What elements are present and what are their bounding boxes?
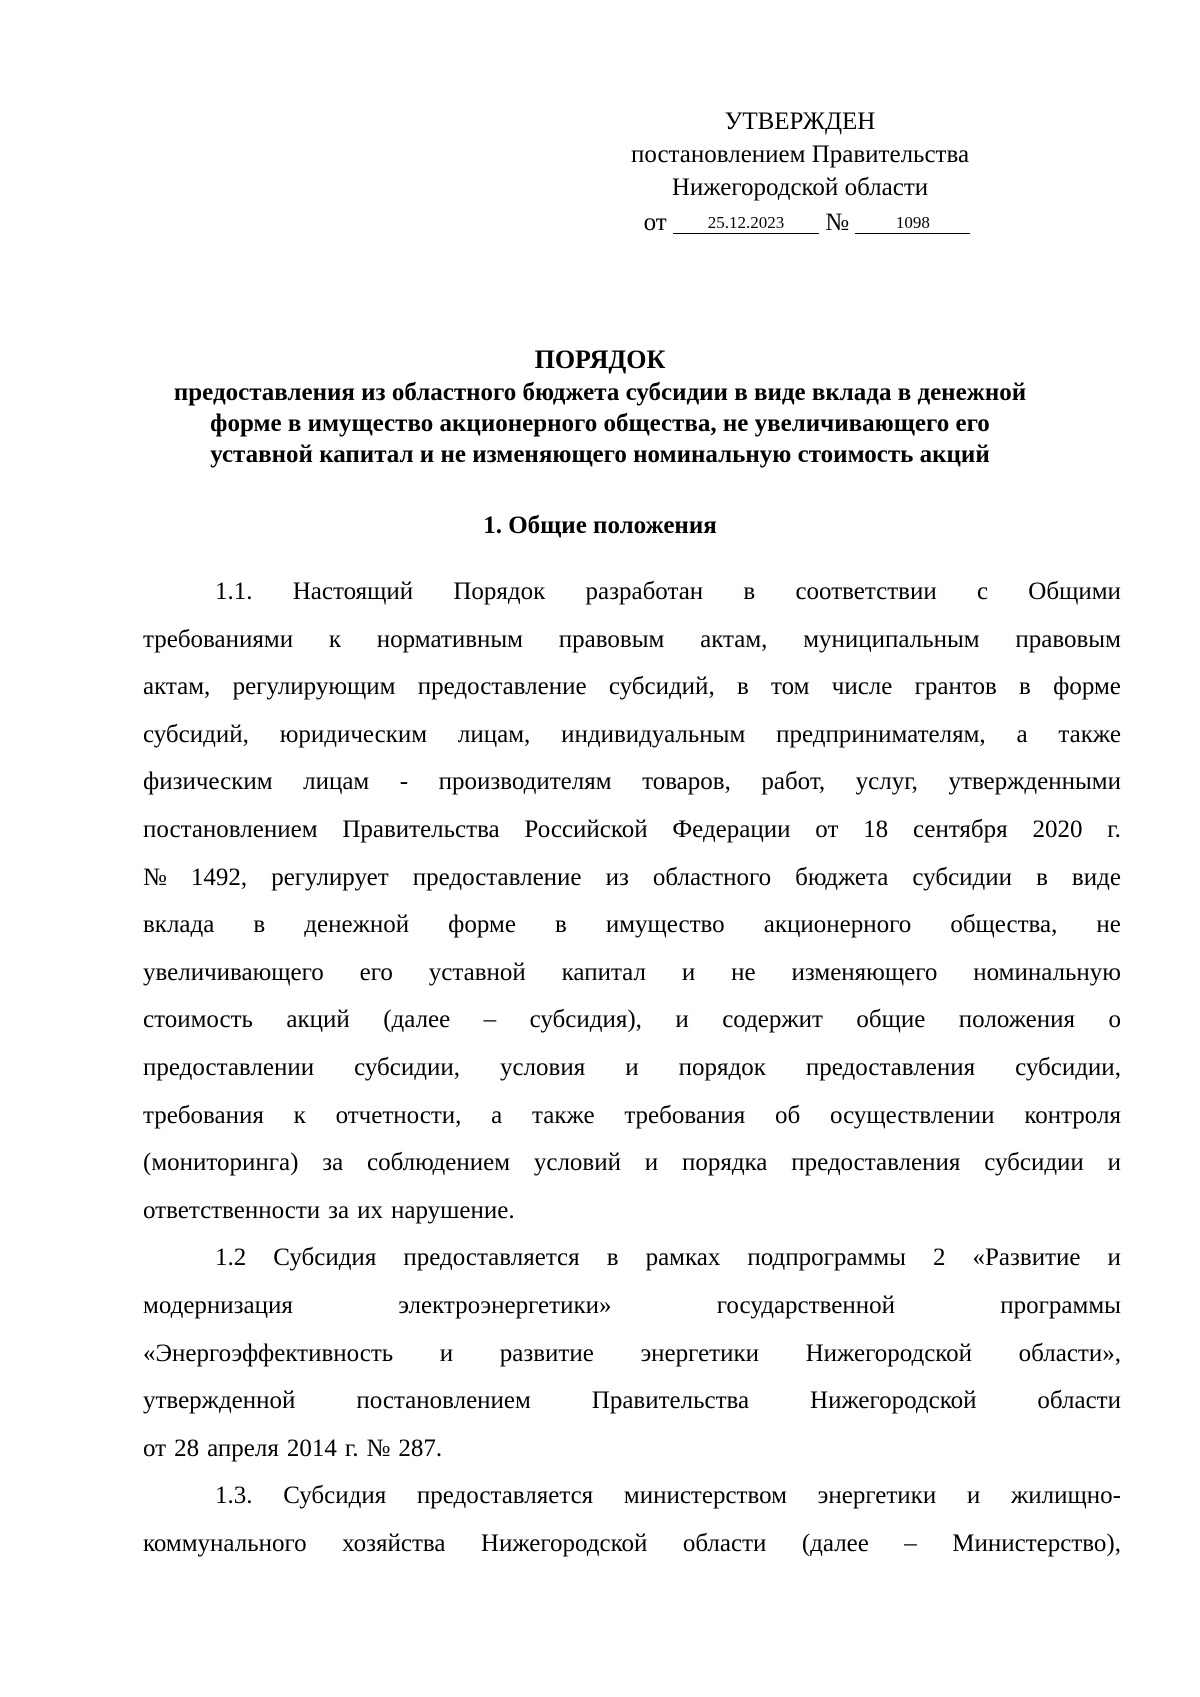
- word: изменяющего: [791, 958, 938, 986]
- text-line: [143, 1330, 1121, 1378]
- word: не: [1096, 911, 1121, 939]
- word: регулирует: [271, 863, 389, 891]
- word: предоставления: [805, 1053, 976, 1081]
- body-text: [143, 568, 1121, 1567]
- word: капитал: [561, 958, 646, 986]
- text-line: [143, 806, 1121, 854]
- word: субсидии: [912, 863, 1013, 891]
- text-line: [143, 1187, 1121, 1235]
- word: Нижегородской: [805, 1339, 973, 1367]
- text-line: [143, 1472, 1121, 1520]
- word: форме: [448, 911, 516, 939]
- word: области»,: [1018, 1339, 1121, 1367]
- word: развитие: [499, 1339, 594, 1367]
- word: государственной: [716, 1291, 895, 1319]
- word: их: [357, 1196, 384, 1224]
- word: и: [625, 1053, 639, 1081]
- word: «Развитие: [972, 1244, 1081, 1272]
- word: постановлением: [356, 1387, 531, 1415]
- text-line: [143, 1282, 1121, 1330]
- word: бюджета: [795, 863, 889, 891]
- word: нарушение.: [391, 1196, 515, 1224]
- word: и: [675, 1006, 689, 1034]
- word: в: [554, 911, 567, 939]
- word: 28: [174, 1434, 200, 1462]
- word: в: [1036, 863, 1048, 891]
- word: и: [1107, 1149, 1121, 1177]
- word: г.: [1107, 815, 1121, 843]
- word: предоставление: [412, 863, 582, 891]
- text-line: [143, 568, 1121, 616]
- word: стоимость: [143, 1006, 253, 1034]
- document-title: [120, 344, 1080, 470]
- word: также: [532, 1101, 595, 1129]
- word: №: [366, 1434, 391, 1462]
- word: Нижегородской: [480, 1529, 648, 1557]
- title-line: форме в имущество акционерного общества, не увеличивающего его: [210, 410, 990, 437]
- word: увеличивающего: [143, 958, 324, 986]
- word: субсидии: [984, 1149, 1084, 1177]
- word: субсидии,: [354, 1053, 460, 1081]
- word: энергетики: [640, 1339, 759, 1367]
- word: и: [681, 958, 696, 986]
- text-line: [143, 711, 1121, 759]
- word: –: [904, 1529, 917, 1557]
- word: энергетики: [817, 1482, 937, 1510]
- number-sign: №: [825, 209, 850, 236]
- text-line: [143, 996, 1121, 1044]
- text-line: [143, 758, 1121, 806]
- word: подпрограммы: [747, 1244, 906, 1272]
- paragraph: [143, 1472, 1121, 1567]
- text-line: [143, 901, 1121, 949]
- word: 2020: [1032, 815, 1083, 843]
- title-line: уставной капитал и не изменяющего номинальную стоимость акций: [210, 441, 990, 468]
- text-line: [143, 949, 1121, 997]
- word: №: [143, 863, 167, 891]
- word: виде: [1071, 863, 1121, 891]
- text-line: [143, 1520, 1121, 1568]
- approval-authority-line2: Нижегородской области: [671, 174, 929, 201]
- paragraph: [143, 1234, 1121, 1472]
- word: товаров,: [642, 768, 731, 796]
- word: области: [682, 1529, 767, 1557]
- word: числе: [831, 673, 893, 701]
- word: положения: [958, 1006, 1075, 1034]
- approval-stamp: [600, 105, 1000, 239]
- word: субсидий,: [143, 720, 249, 748]
- word: разработан: [585, 578, 704, 605]
- word: актам,: [700, 625, 768, 653]
- word: предоставления: [791, 1149, 961, 1177]
- word: соблюдением: [366, 1149, 511, 1177]
- word: (мониторинга): [143, 1149, 299, 1177]
- section-heading: 1. Общие положения: [483, 512, 717, 539]
- word: субсидии,: [1015, 1053, 1121, 1081]
- word: 1.3.: [215, 1482, 253, 1510]
- word: содержит: [722, 1006, 823, 1034]
- approval-date-line: [607, 206, 1007, 239]
- text-line: [143, 854, 1121, 902]
- approved-label: УТВЕРЖДЕН: [724, 108, 876, 135]
- text-line: [143, 1377, 1121, 1425]
- word: форме: [1053, 673, 1121, 701]
- word: вклада: [143, 911, 215, 939]
- word: Правительства: [591, 1387, 750, 1415]
- word: –: [483, 1006, 497, 1034]
- word: также: [1058, 720, 1121, 748]
- text-line: [143, 1139, 1121, 1187]
- text-line: [143, 1234, 1121, 1282]
- word: условия: [499, 1053, 586, 1081]
- word: к: [293, 1101, 306, 1129]
- word: работ,: [761, 768, 826, 796]
- word: предоставляется: [403, 1244, 580, 1272]
- word: из: [605, 863, 629, 891]
- word: правовым: [1015, 625, 1121, 653]
- word: апреля: [207, 1434, 279, 1462]
- title-line: предоставления из областного бюджета субсидии в виде вклада в денежной: [173, 379, 1027, 406]
- word: об: [774, 1101, 801, 1129]
- text-line: [143, 1425, 1121, 1473]
- word: электроэнергетики»: [398, 1291, 612, 1319]
- date-prefix: от: [643, 209, 667, 236]
- word: утвержденной: [143, 1387, 296, 1415]
- word: требованиями: [143, 625, 294, 653]
- word: предоставляется: [416, 1482, 594, 1510]
- approval-authority-line1: постановлением Правительства: [630, 141, 970, 168]
- word: модернизация: [143, 1291, 293, 1319]
- word: (далее: [801, 1529, 869, 1557]
- word: и: [966, 1482, 981, 1510]
- word: лицам: [303, 768, 370, 796]
- word: правовым: [558, 625, 665, 653]
- word: Субсидия: [283, 1482, 387, 1510]
- word: министерством: [623, 1482, 787, 1510]
- word: отчетности,: [335, 1101, 462, 1129]
- word: номинальную: [973, 958, 1121, 986]
- word: Субсидия: [273, 1244, 377, 1272]
- word: «Энергоэффективность: [143, 1339, 394, 1367]
- word: ответственности: [143, 1196, 321, 1224]
- word: в: [253, 911, 266, 939]
- word: регулирующим: [232, 673, 396, 701]
- word: контроля: [1024, 1101, 1121, 1129]
- word: -: [399, 768, 409, 796]
- word: за: [328, 1196, 350, 1224]
- word: Правительства: [342, 815, 500, 843]
- word: жилищно-: [1010, 1482, 1121, 1510]
- word: денежной: [304, 911, 410, 939]
- word: индивидуальным: [561, 720, 746, 748]
- word: с: [976, 578, 989, 605]
- word: и: [1107, 1244, 1121, 1272]
- word: Российской: [524, 815, 648, 843]
- word: 1.2: [215, 1244, 247, 1272]
- word: имущество: [605, 911, 725, 939]
- word: 18: [863, 815, 889, 843]
- word: предоставлении: [143, 1053, 315, 1081]
- word: коммунального: [143, 1529, 307, 1557]
- word: Настоящий: [292, 578, 414, 605]
- word: уставной: [428, 958, 526, 986]
- word: 2: [932, 1244, 946, 1272]
- word: Нижегородской: [810, 1387, 977, 1415]
- word: актам,: [143, 673, 211, 701]
- word: акций: [286, 1006, 350, 1034]
- word: 1492,: [190, 863, 248, 891]
- word: физическим: [143, 768, 273, 796]
- word: к: [328, 625, 342, 653]
- word: требования: [624, 1101, 746, 1129]
- word: постановлением: [143, 815, 318, 843]
- word: утвержденными: [948, 768, 1121, 796]
- word: в: [736, 673, 749, 701]
- word: порядка: [681, 1149, 768, 1177]
- approval-number-field: 1098: [855, 213, 970, 234]
- word: о: [1108, 1006, 1121, 1034]
- word: (далее: [383, 1006, 451, 1034]
- text-line: [143, 663, 1121, 711]
- word: в: [743, 578, 756, 605]
- word: 1.1.: [215, 578, 253, 605]
- word: от: [143, 1434, 167, 1462]
- word: соответствии: [795, 578, 937, 605]
- word: муниципальным: [803, 625, 980, 653]
- word: в: [1019, 673, 1031, 701]
- paragraph: [143, 568, 1121, 1234]
- word: от: [815, 815, 839, 843]
- approval-date-field: 25.12.2023: [673, 213, 819, 234]
- text-line: [143, 1044, 1121, 1092]
- title-main: ПОРЯДОК: [534, 345, 666, 374]
- word: г.: [344, 1434, 359, 1462]
- word: лицам,: [457, 720, 531, 748]
- word: за: [322, 1149, 344, 1177]
- word: осуществлении: [829, 1101, 995, 1129]
- word: грантов: [914, 673, 997, 701]
- word: Министерство),: [952, 1529, 1121, 1557]
- word: хозяйства: [342, 1529, 446, 1557]
- word: нормативным: [376, 625, 524, 653]
- word: Порядок: [453, 578, 546, 605]
- word: требования: [143, 1101, 264, 1129]
- word: предпринимателям,: [776, 720, 986, 748]
- word: том: [771, 673, 810, 701]
- word: юридическим: [279, 720, 428, 748]
- word: услуг,: [855, 768, 918, 796]
- word: 2014: [286, 1434, 337, 1462]
- word: акционерного: [763, 911, 912, 939]
- word: 287.: [398, 1434, 443, 1462]
- word: субсидий,: [608, 673, 715, 701]
- word: Федерации: [672, 815, 791, 843]
- word: области: [1037, 1387, 1121, 1415]
- word: общества,: [950, 911, 1058, 939]
- word: в: [606, 1244, 619, 1272]
- word: его: [359, 958, 393, 986]
- text-line: [143, 616, 1121, 664]
- word: а: [1016, 720, 1028, 748]
- word: Общими: [1028, 578, 1121, 605]
- word: не: [731, 958, 756, 986]
- word: и: [644, 1149, 659, 1177]
- word: программы: [1000, 1291, 1121, 1319]
- word: производителям: [438, 768, 612, 796]
- text-line: [143, 1092, 1121, 1140]
- word: сентября: [912, 815, 1008, 843]
- word: порядок: [678, 1053, 766, 1081]
- word: а: [491, 1101, 503, 1129]
- word: предоставление: [417, 673, 587, 701]
- word: субсидия),: [529, 1006, 642, 1034]
- word: областного: [652, 863, 772, 891]
- word: рамках: [645, 1244, 721, 1272]
- word: и: [439, 1339, 454, 1367]
- word: условий: [533, 1149, 621, 1177]
- word: общие: [856, 1006, 926, 1034]
